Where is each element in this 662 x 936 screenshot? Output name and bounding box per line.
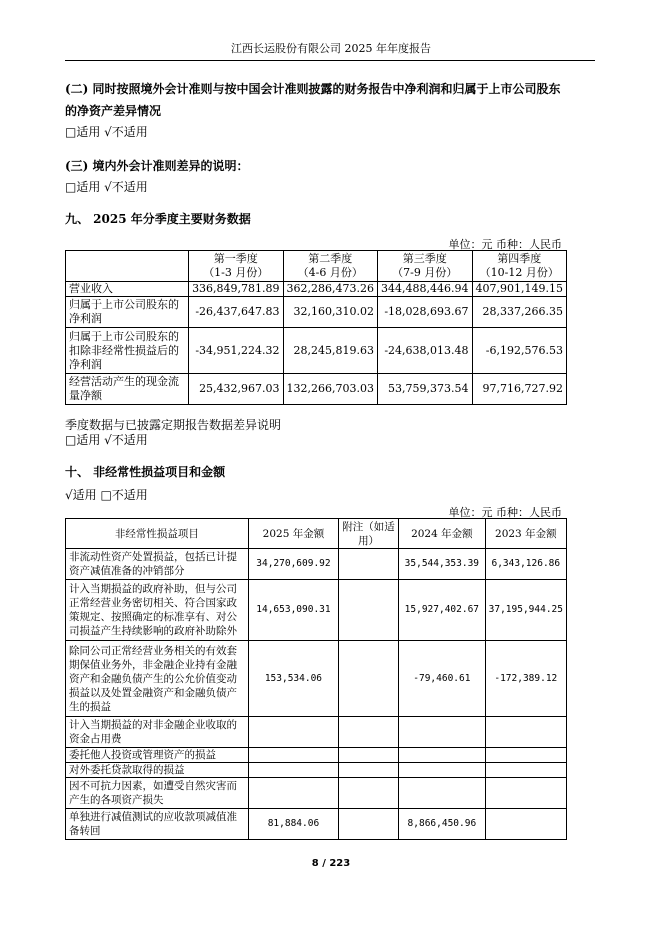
quarter-header-months: （4-6 月份）: [297, 266, 363, 279]
quarter-header: [283, 251, 377, 282]
cell-value: [399, 763, 486, 778]
cell-value: -79,460.61: [399, 641, 486, 717]
cell-value: [339, 809, 399, 840]
quarter-header: [189, 251, 283, 282]
item-label: 单独进行减值测试的应收款项减值准备转回: [66, 809, 249, 840]
item-label: 计入当期损益的对非金融企业收取的资金占用费: [66, 717, 249, 748]
table-row: [66, 328, 567, 374]
table-row: [66, 580, 567, 641]
cell-value: [339, 580, 399, 641]
column-header: 2023 年金额: [485, 519, 566, 549]
column-header: 附注（如适用）: [339, 519, 399, 549]
section9-title: 九、 2025 年分季度主要财务数据: [65, 212, 251, 226]
cell-value: 8,866,450.96: [399, 809, 486, 840]
section2-title-line2: 的净资产差异情况: [65, 104, 162, 118]
cell-value: [399, 717, 486, 748]
cell-value: 14,653,090.31: [248, 580, 338, 641]
cell-value: [339, 778, 399, 809]
cell-value: 35,544,353.39: [399, 549, 486, 580]
cell-value: -18,028,693.67: [378, 297, 472, 328]
quarter-header-name: 第三季度: [402, 252, 447, 265]
table-row: [66, 809, 567, 840]
cell-value: 37,195,944.25: [485, 580, 566, 641]
row-label: 营业收入: [66, 282, 189, 297]
cell-value: 15,927,402.67: [399, 580, 486, 641]
quarter-header-months: （1-3 月份）: [203, 266, 269, 279]
section9-unit: 单位：元 币种：人民币: [448, 238, 562, 251]
cell-value: -34,951,224.32: [189, 328, 283, 374]
quarter-header-months: （7-9 月份）: [392, 266, 458, 279]
section10-options: √适用 □不适用: [65, 488, 148, 502]
cell-value: 34,270,609.92: [248, 549, 338, 580]
row-label: 经营活动产生的现金流量净额: [66, 374, 189, 405]
cell-value: [339, 748, 399, 763]
cell-value: [399, 778, 486, 809]
quarterly-header-row: [66, 251, 567, 282]
cell-value: [485, 717, 566, 748]
table-row: [66, 717, 567, 748]
section2-options: □适用 √不适用: [65, 125, 148, 139]
cell-value: 407,901,149.15: [472, 282, 566, 297]
nonrecurring-table: [65, 518, 567, 840]
table-row: [66, 549, 567, 580]
item-label: 因不可抗力因素，如遭受自然灾害而产生的各项资产损失: [66, 778, 249, 809]
quarterly-table: [65, 250, 567, 405]
cell-value: 336,849,781.89: [189, 282, 283, 297]
cell-value: [248, 778, 338, 809]
table-row: [66, 778, 567, 809]
quarter-header: [472, 251, 566, 282]
table-row: [66, 748, 567, 763]
page-number: 8 / 223: [311, 858, 351, 869]
section10-title: 十、 非经常性损益项目和金额: [65, 465, 226, 479]
quarterly-corner-cell: [66, 251, 189, 282]
cell-value: [248, 748, 338, 763]
cell-value: -172,389.12: [485, 641, 566, 717]
cell-value: 97,716,727.92: [472, 374, 566, 405]
column-header: 2024 年金额: [399, 519, 486, 549]
quarter-header-name: 第二季度: [308, 252, 353, 265]
section9-note: 季度数据与已披露定期报告数据差异说明: [65, 418, 282, 432]
cell-value: 153,534.06: [248, 641, 338, 717]
nonrecurring-header-row: [66, 519, 567, 549]
section9-note-options: □适用 √不适用: [65, 433, 148, 447]
section3-title: (三) 境内外会计准则差异的说明：: [65, 159, 249, 173]
table-row: [66, 374, 567, 405]
cell-value: -6,192,576.53: [472, 328, 566, 374]
column-header: 非经常性损益项目: [66, 519, 249, 549]
cell-value: -26,437,647.83: [189, 297, 283, 328]
item-label: 非流动性资产处置损益，包括已计提资产减值准备的冲销部分: [66, 549, 249, 580]
cell-value: [339, 641, 399, 717]
item-label: 除同公司正常经营业务相关的有效套期保值业务外，非金融企业持有金融资产和金融负债产生的公允价值变动损益以及处置金融资产和金融负债产生的损益: [66, 641, 249, 717]
item-label: 委托他人投资或管理资产的损益: [66, 748, 249, 763]
cell-value: 362,286,473.26: [283, 282, 377, 297]
cell-value: [485, 763, 566, 778]
cell-value: 28,337,266.35: [472, 297, 566, 328]
row-label: 归属于上市公司股东的扣除非经常性损益后的净利润: [66, 328, 189, 374]
cell-value: [339, 549, 399, 580]
cell-value: 28,245,819.63: [283, 328, 377, 374]
cell-value: -24,638,013.48: [378, 328, 472, 374]
section2-title-line1: (二) 同时按照境外会计准则与按中国会计准则披露的财务报告中净利润和归属于上市公司股东: [65, 82, 561, 96]
cell-value: 53,759,373.54: [378, 374, 472, 405]
cell-value: [485, 748, 566, 763]
row-label: 归属于上市公司股东的净利润: [66, 297, 189, 328]
cell-value: 32,160,310.02: [283, 297, 377, 328]
page-header: 江西长运股份有限公司 2025 年年度报告: [231, 42, 431, 55]
cell-value: 132,266,703.03: [283, 374, 377, 405]
cell-value: [485, 778, 566, 809]
table-row: [66, 282, 567, 297]
quarter-header: [378, 251, 472, 282]
quarter-header-name: 第一季度: [213, 252, 258, 265]
item-label: 对外委托贷款取得的损益: [66, 763, 249, 778]
column-header: 2025 年金额: [248, 519, 338, 549]
cell-value: [485, 809, 566, 840]
section3-options: □适用 √不适用: [65, 180, 148, 194]
table-row: [66, 641, 567, 717]
quarter-header-months: （10-12 月份）: [479, 266, 559, 279]
header-divider: [65, 60, 595, 61]
table-row: [66, 763, 567, 778]
cell-value: 344,488,446.94: [378, 282, 472, 297]
cell-value: [248, 763, 338, 778]
cell-value: 81,884.06: [248, 809, 338, 840]
quarter-header-name: 第四季度: [497, 252, 542, 265]
cell-value: [339, 763, 399, 778]
cell-value: 25,432,967.03: [189, 374, 283, 405]
cell-value: [248, 717, 338, 748]
cell-value: 6,343,126.86: [485, 549, 566, 580]
section10-unit: 单位：元 币种：人民币: [448, 506, 562, 519]
item-label: 计入当期损益的政府补助，但与公司正常经营业务密切相关、符合国家政策规定、按照确定的标准享有、对公司损益产生持续影响的政府补助除外: [66, 580, 249, 641]
cell-value: [339, 717, 399, 748]
table-row: [66, 297, 567, 328]
cell-value: [399, 748, 486, 763]
